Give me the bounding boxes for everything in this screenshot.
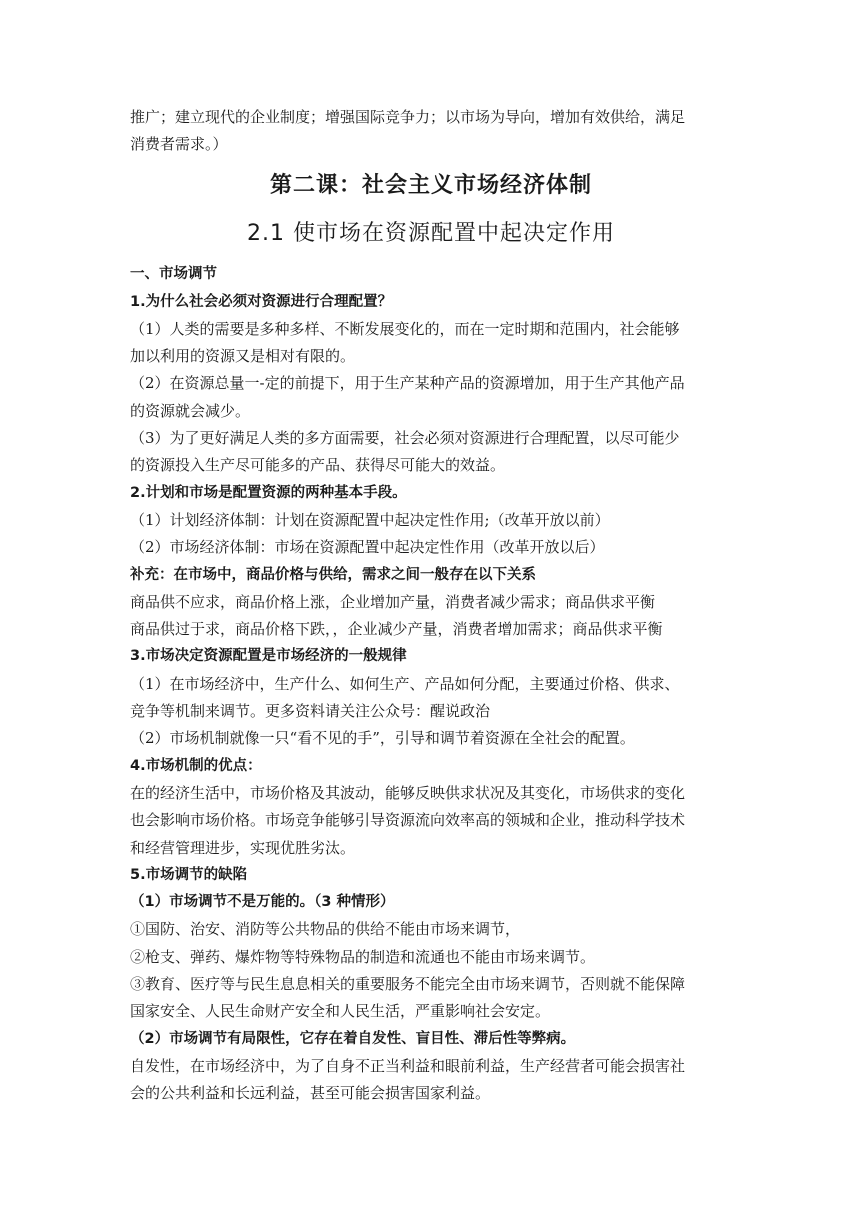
paragraph-line: （2）在资源总量一-定的前提下，用于生产某种产品的资源增加，用于生产其他产品 <box>130 374 685 393</box>
document-page <box>130 106 732 1110</box>
paragraph-line: 在的经济生活中，市场价格及其波动，能够反映供求状况及其变化，市场供求的变化 <box>130 783 686 802</box>
paragraph-line: （1）在市场经济中，生产什么、如何生产、产品如何分配，主要通过价格、供求、 <box>130 674 680 693</box>
paragraph-line: （1）计划经济体制：计划在资源配置中起决定性作用;（改革开放以前） <box>130 510 610 529</box>
paragraph-line: 竞争等机制来调节。更多资料请关注公众号：醒说政治 <box>130 702 491 721</box>
paragraph-line: ③教育、医疗等与民生息息相关的重要服务不能完全由市场来调节，否则就不能保障 <box>130 975 686 994</box>
paragraph-line: 和经营管理进步，实现优胜劣汰。 <box>130 838 356 857</box>
paragraph-line: 加以利用的资源又是相对有限的。 <box>130 347 356 366</box>
paragraph-line: ①国防、治安、消防等公共物品的供给不能由市场来调节， <box>130 920 521 939</box>
section-title: 2.1 使市场在资源配置中起决定作用 <box>247 221 615 247</box>
sub-heading: （2）市场调节有局限性，它存在着自发性、盲目性、滞后性等弊病。 <box>130 1030 576 1047</box>
sub-heading: （1）市场调节不是万能的。（3 种情形） <box>130 894 395 911</box>
paragraph-line: （2）市场机制就像一只“看不见的手”，引导和调节着资源在全社会的配置。 <box>130 729 635 748</box>
question-heading: 1.为什么社会必须对资源进行合理配置？ <box>130 293 393 310</box>
paragraph-line: ②枪支、弹药、爆炸物等特殊物品的制造和流通也不能由市场来调节。 <box>130 947 596 966</box>
paragraph-line: 推广；建立现代的企业制度；增强国际竞争力；以市场为导向，增加有效供给，满足 <box>130 108 686 126</box>
paragraph-line: （3）为了更好满足人类的多方面需要，社会必须对资源进行合理配置，以尽可能少 <box>130 429 680 448</box>
question-heading: 4.市场机制的优点： <box>130 757 262 774</box>
paragraph-line: 的资源投入生产尽可能多的产品、获得尽可能大的效益。 <box>130 456 506 475</box>
chapter-title: 第二课：社会主义市场经济体制 <box>269 173 592 199</box>
question-heading: 5.市场调节的缺陷 <box>130 866 248 883</box>
paragraph-line: 也会影响市场价格。市场竞争能够引导资源流向效率高的领城和企业，推动科学技术 <box>130 811 686 830</box>
heading-market-regulation: 一、市场调节 <box>130 266 217 283</box>
paragraph-line: 商品供过于求，商品价格下跌，，企业减少产量，消费者增加需求；商品供求平衡 <box>130 620 663 639</box>
paragraph-line: （1）人类的需要是多种多样、不断发展变化的，而在一定时期和范围内，社会能够 <box>130 319 680 338</box>
question-heading: 2.计划和市场是配置资源的两种基本手段。 <box>130 484 407 501</box>
paragraph-line: 国家安全、人民生命财产安全和人民生活，严重影响社会安定。 <box>130 1002 551 1021</box>
paragraph-line: （2）市场经济体制：市场在资源配置中起决定性作用（改革开放以后） <box>130 538 605 557</box>
supplement-heading: 补充：在市场中，商品价格与供给，需求之间一般存在以下关系 <box>130 566 536 583</box>
paragraph-line: 会的公共利益和长远利益，甚至可能会损害国家利益。 <box>130 1084 491 1103</box>
paragraph-line: 的资源就会减少。 <box>130 401 251 420</box>
paragraph-line: 消费者需求。） <box>130 135 228 154</box>
question-heading: 3.市场决定资源配置是市场经济的一般规律 <box>130 648 407 665</box>
paragraph-line: 自发性，在市场经济中，为了自身不正当利益和眼前利益，生产经营者可能会损害社 <box>130 1056 686 1075</box>
paragraph-line: 商品供不应求，商品价格上涨，企业增加产量，消费者减少需求；商品供求平衡 <box>130 592 656 611</box>
